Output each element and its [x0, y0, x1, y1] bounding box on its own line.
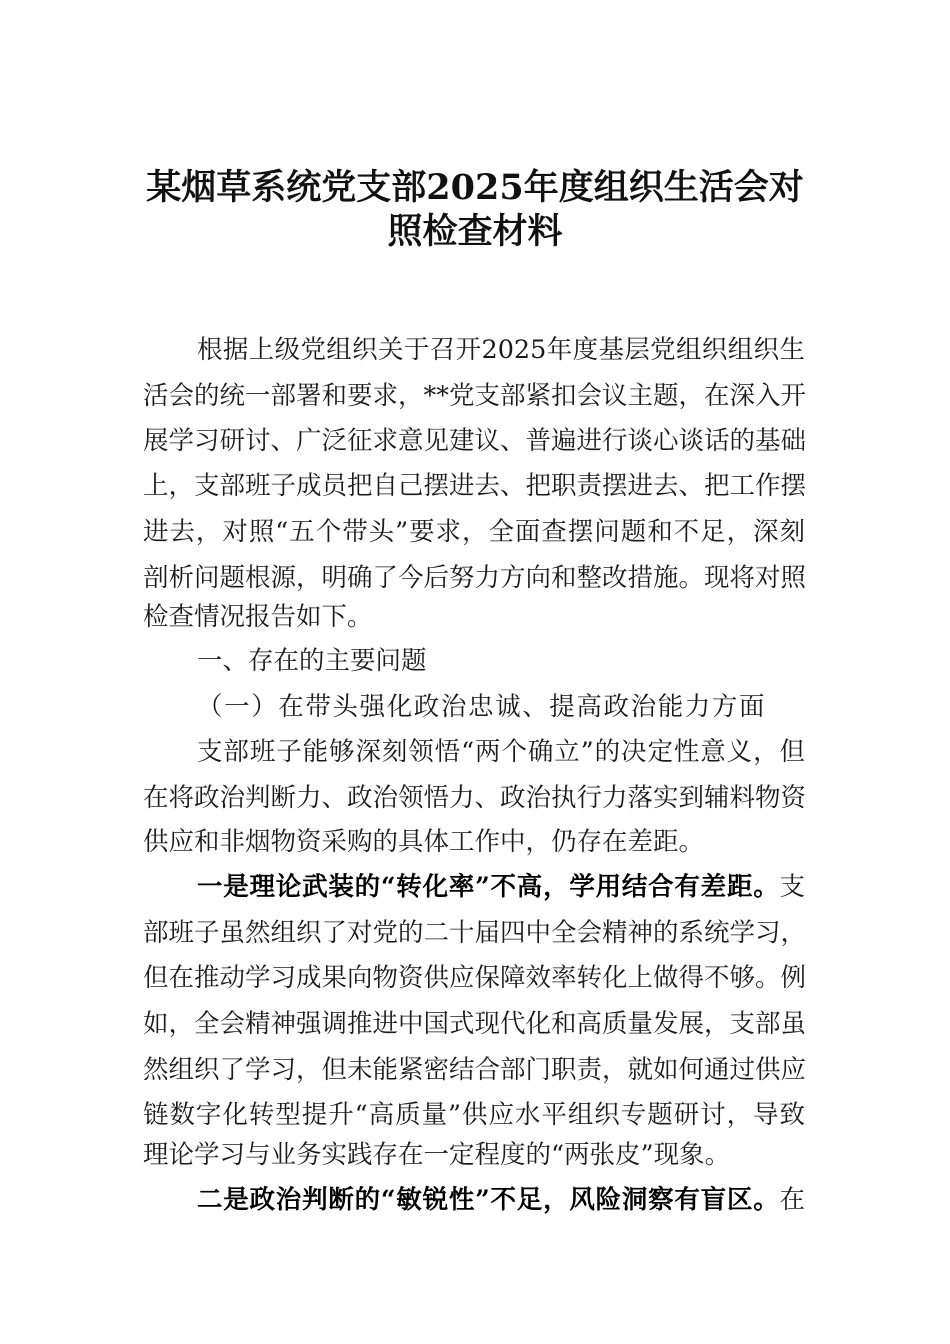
paragraph-line: 展学习研讨、广泛征求意见建议、普遍进行谈心谈话的基础 [143, 426, 807, 456]
paragraph-line: 如，全会精神强调推进中国式现代化和高质量发展，支部虽 [143, 1009, 807, 1039]
point-2-tail: 在 [779, 1185, 805, 1215]
paragraph-line: 上，支部班子成员把自己摆进去、把职责摆进去、把工作摆 [143, 471, 807, 501]
paragraph-line: 供应和非烟物资采购的具体工作中，仍存在差距。 [143, 827, 705, 857]
paragraph-line [197, 1177, 805, 1223]
section-heading: 一、存在的主要问题 [197, 646, 427, 676]
paragraph-line: 根据上级党组织关于召开2025年度基层党组织组织生 [197, 335, 805, 365]
paragraph-line: 但在推动学习成果向物资供应保障效率转化上做得不够。例 [143, 963, 807, 993]
paragraph-line: 活会的统一部署和要求，**党支部紧扣会议主题，在深入开 [143, 381, 807, 411]
point-1-lead: 一是理论武装的“转化率”不高，学用结合有差距。 [197, 872, 780, 902]
paragraph-line [197, 864, 805, 910]
paragraph-line: 链数字化转型提升“高质量”供应水平组织专题研讨，导致 [143, 1100, 805, 1130]
point-1-tail: 支 [779, 872, 805, 902]
paragraph-line: 进去，对照“五个带头”要求，全面查摆问题和不足，深刻 [143, 517, 805, 547]
paragraph-line: 部班子虽然组织了对党的二十届四中全会精神的系统学习， [143, 918, 807, 948]
document-title-line-2: 照检查材料 [387, 211, 563, 252]
document-title-line-1: 某烟草系统党支部2025年度组织生活会对 [146, 167, 804, 208]
paragraph-line: 在将政治判断力、政治领悟力、政治执行力落实到辅料物资 [143, 783, 807, 813]
paragraph-line: 然组织了学习，但未能紧密结合部门职责，就如何通过供应 [143, 1055, 807, 1085]
point-2-lead: 二是政治判断的“敏锐性”不足，风险洞察有盲区。 [197, 1185, 780, 1215]
paragraph-line: 剖析问题根源，明确了今后努力方向和整改措施。现将对照 [143, 563, 807, 593]
paragraph-line: 支部班子能够深刻领悟“两个确立”的决定性意义，但 [197, 737, 805, 767]
paragraph-line: 检查情况报告如下。 [143, 602, 373, 632]
subsection-heading: （一）在带头强化政治忠诚、提高政治能力方面 [197, 692, 767, 722]
paragraph-line: 理论学习与业务实践存在一定程度的“两张皮”现象。 [143, 1140, 731, 1170]
